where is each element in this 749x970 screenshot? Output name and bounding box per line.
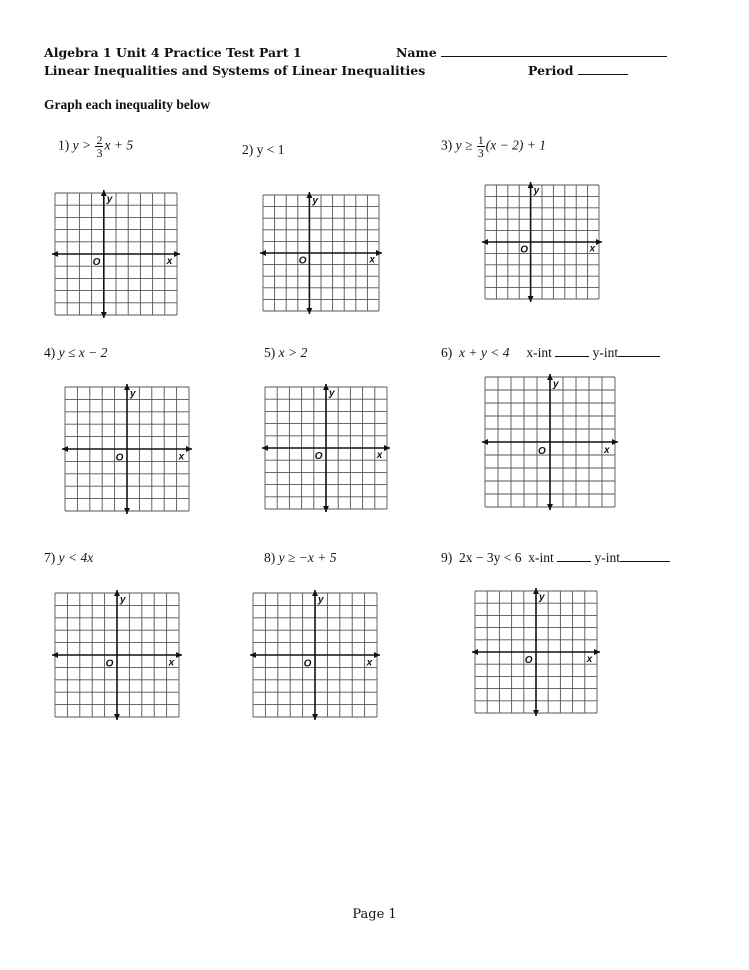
problem-8: 8) y ≥ −x + 5 [264,550,337,565]
problem-9: 9) 2x − 3y < 6 x-int y-int [441,550,670,566]
name-label: Name [396,45,437,60]
x-axis-label: x [586,654,593,666]
y-axis-label: y [318,594,324,606]
y-axis-label: y [120,594,126,606]
problem-2: 2) y < 1 [242,142,285,157]
coordinate-grid-9[interactable] [472,588,600,716]
coordinate-grid-4[interactable] [62,384,192,514]
problem-6: 6) x + y < 4 x-int y-int [441,345,660,361]
x-intercept-blank[interactable] [555,355,589,357]
instructions: Graph each inequality below [44,97,211,112]
coordinate-grid-3[interactable] [482,182,602,302]
x-intercept-blank[interactable] [557,560,591,562]
y-axis-label: y [539,592,545,604]
x-axis-label: x [366,657,373,669]
name-blank[interactable] [441,55,667,57]
problem-5: 5) x > 2 [264,345,308,360]
problem-1: 1) y > $\frac{2}{3}$ x + 5 [58,133,134,160]
x-axis-label: x [604,445,610,456]
coordinate-grid-8[interactable] [250,590,380,720]
y-intercept-blank[interactable] [620,560,670,562]
coordinate-grid-7[interactable] [52,590,182,720]
name-field[interactable] [396,45,667,60]
period-field[interactable] [528,63,628,78]
coordinate-grid-2[interactable] [260,192,382,314]
x-axis-label: x [168,657,175,669]
fraction: $\frac{2}{3}$ [96,133,103,160]
page-number: Page 1 [352,907,397,922]
coordinate-grid-6[interactable] [482,374,618,510]
origin-label: O [524,655,533,667]
origin-label: O [92,257,101,269]
y-axis-label: y [106,194,113,206]
origin-label: O [115,452,124,464]
origin-label: O [314,451,323,463]
y-axis-label: y [329,388,335,400]
origin-label: O [298,255,307,267]
origin-label: O [538,446,546,457]
problem-4: 4) y ≤ x − 2 [44,345,108,360]
y-axis-label: y [533,185,540,197]
x-axis-label: x [589,243,596,255]
x-axis-label: x [166,256,173,268]
origin-label: O [303,658,312,670]
origin-label: O [105,658,114,670]
y-axis-label: y [312,195,318,207]
coordinate-grid-1[interactable] [52,190,180,318]
problem-3: 3) y ≥ $\frac{1}{3}$ (x − 2) + 1 [441,133,546,160]
y-axis-label: y [130,388,136,400]
worksheet-title: Algebra 1 Unit 4 Practice Test Part 1 [44,45,302,60]
period-label: Period [528,63,574,78]
y-intercept-blank[interactable] [618,355,660,357]
period-blank[interactable] [578,73,628,75]
x-axis-label: x [369,254,375,266]
coordinate-grid-5[interactable] [262,384,390,512]
fraction: $\frac{1}{3}$ [477,133,484,160]
x-axis-label: x [376,450,383,462]
y-axis-label: y [553,379,559,390]
origin-label: O [520,244,528,256]
x-axis-label: x [178,451,185,463]
problem-7: 7) y < 4x [44,550,94,565]
worksheet-subtitle: Linear Inequalities and Systems of Linear Inequalities [44,63,426,78]
